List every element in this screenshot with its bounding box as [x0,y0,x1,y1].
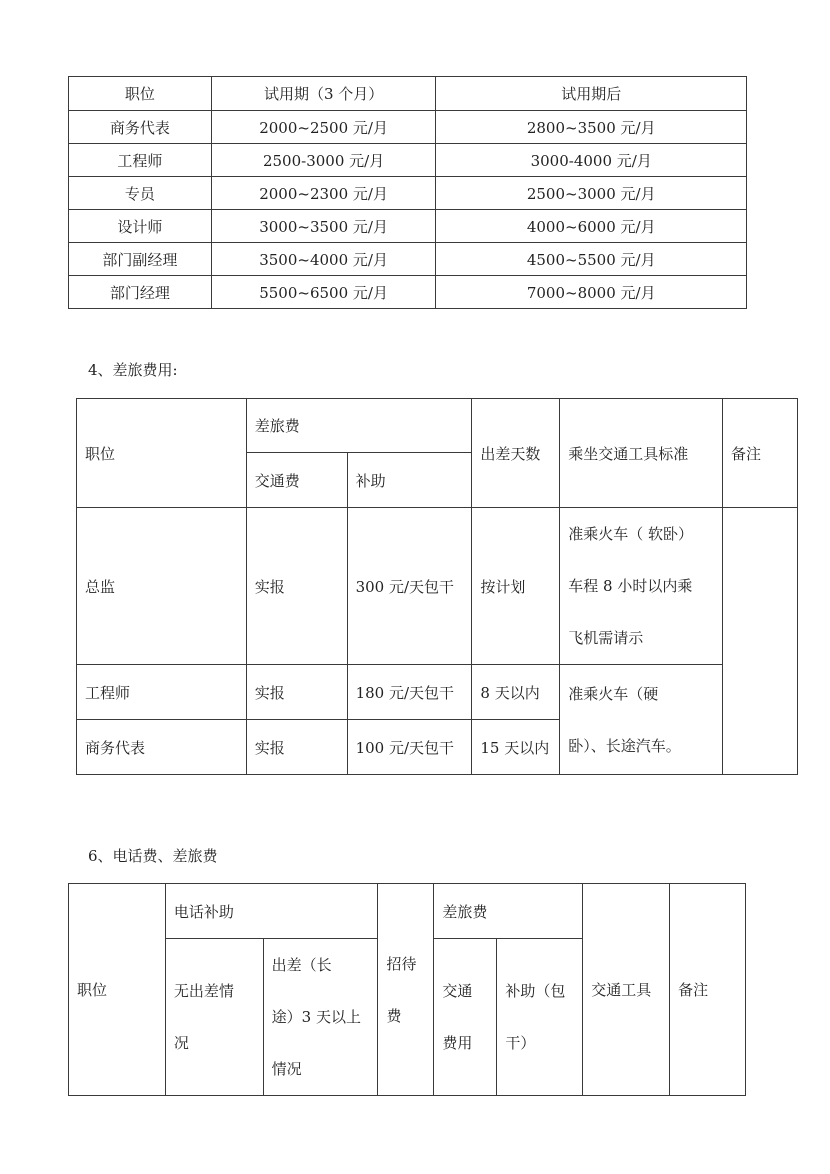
table-cell: 专员 [69,177,212,210]
header-line: 招待 [386,954,417,973]
table-row [77,508,798,665]
header-position: 职位 [77,399,247,508]
header-line: 出差（长 [271,956,332,974]
header-line: 费 [386,1006,402,1025]
header-subsidy: 补助 [347,453,472,508]
standard-line: 准乘火车（ 软卧） [568,525,694,543]
table-cell: 3500~4000 元/月 [211,243,436,276]
table-cell: 商务代表 [69,111,212,144]
header-trip-days: 出差天数 [472,399,560,508]
header-cell: 职位 [69,77,212,111]
header-transport-fee: 交通费 [246,453,347,508]
cell-days: 15 天以内 [472,720,560,775]
standard-line: 车程 8 小时以内乘 [568,577,693,595]
header-long-trip [263,939,378,1096]
table-cell: 2000~2500 元/月 [211,111,436,144]
section-4-heading: 4、差旅费用: [88,361,178,379]
table-header-row [69,77,747,111]
travel-expense-table [76,398,798,775]
cell-position: 工程师 [77,665,247,720]
header-line: 况 [173,1034,189,1052]
header-travel-expense: 差旅费 [434,884,583,939]
table-cell: 4000~6000 元/月 [436,210,747,243]
table-cell: 2000~2300 元/月 [211,177,436,210]
standard-line: 飞机需请示 [568,629,644,647]
standard-line: 卧）、长途汽车。 [568,736,681,755]
table-cell: 4500~5500 元/月 [436,243,747,276]
header-cell: 试用期（3 个月） [211,77,436,111]
table-cell: 2500-3000 元/月 [211,144,436,177]
cell-transport: 实报 [246,720,347,775]
cell-standard-shared [560,665,723,775]
header-no-trip [165,939,263,1096]
table-row [69,144,747,177]
table-cell: 部门副经理 [69,243,212,276]
table-row [69,276,747,309]
table-cell: 7000~8000 元/月 [436,276,747,309]
header-remarks: 备注 [723,399,798,508]
cell-standard [560,508,723,665]
cell-subsidy: 100 元/天包干 [347,720,472,775]
header-cell: 试用期后 [436,77,747,111]
section-6-heading: 6、电话费、差旅费 [88,847,218,865]
table-row [69,243,747,276]
header-transport-standard: 乘坐交通工具标准 [560,399,723,508]
header-line: 费用 [442,1034,473,1052]
header-transport-cost [434,939,497,1096]
cell-position: 总监 [77,508,247,665]
phone-travel-table [68,883,746,1096]
header-line: 途）3 天以上 [271,1008,361,1026]
cell-days: 按计划 [472,508,560,665]
salary-table [68,76,747,309]
cell-days: 8 天以内 [472,665,560,720]
table-cell: 3000~3500 元/月 [211,210,436,243]
header-line: 补助（包 [505,982,566,1000]
cell-remarks [723,508,798,775]
header-line: 无出差情 [173,982,234,1000]
cell-subsidy: 300 元/天包干 [347,508,472,665]
cell-transport: 实报 [246,508,347,665]
cell-position: 商务代表 [77,720,247,775]
table-row [69,210,747,243]
cell-subsidy: 180 元/天包干 [347,665,472,720]
table-cell: 2800~3500 元/月 [436,111,747,144]
table-cell: 2500~3000 元/月 [436,177,747,210]
standard-line: 准乘火车（硬 [568,684,659,703]
table-row [77,665,798,720]
header-remarks: 备注 [670,884,746,1096]
table-row [69,111,747,144]
header-line: 情况 [271,1060,302,1078]
header-subsidy [497,939,583,1096]
table-cell: 部门经理 [69,276,212,309]
header-vehicle: 交通工具 [583,884,670,1096]
cell-transport: 实报 [246,665,347,720]
table-cell: 5500~6500 元/月 [211,276,436,309]
header-line: 干） [505,1034,536,1052]
table-cell: 设计师 [69,210,212,243]
table-row [69,177,747,210]
table-cell: 3000-4000 元/月 [436,144,747,177]
header-entertainment [378,884,434,1096]
header-travel-expense: 差旅费 [246,399,472,453]
header-position: 职位 [69,884,166,1096]
header-phone-subsidy: 电话补助 [165,884,378,939]
header-line: 交通 [442,982,473,1000]
table-cell: 工程师 [69,144,212,177]
